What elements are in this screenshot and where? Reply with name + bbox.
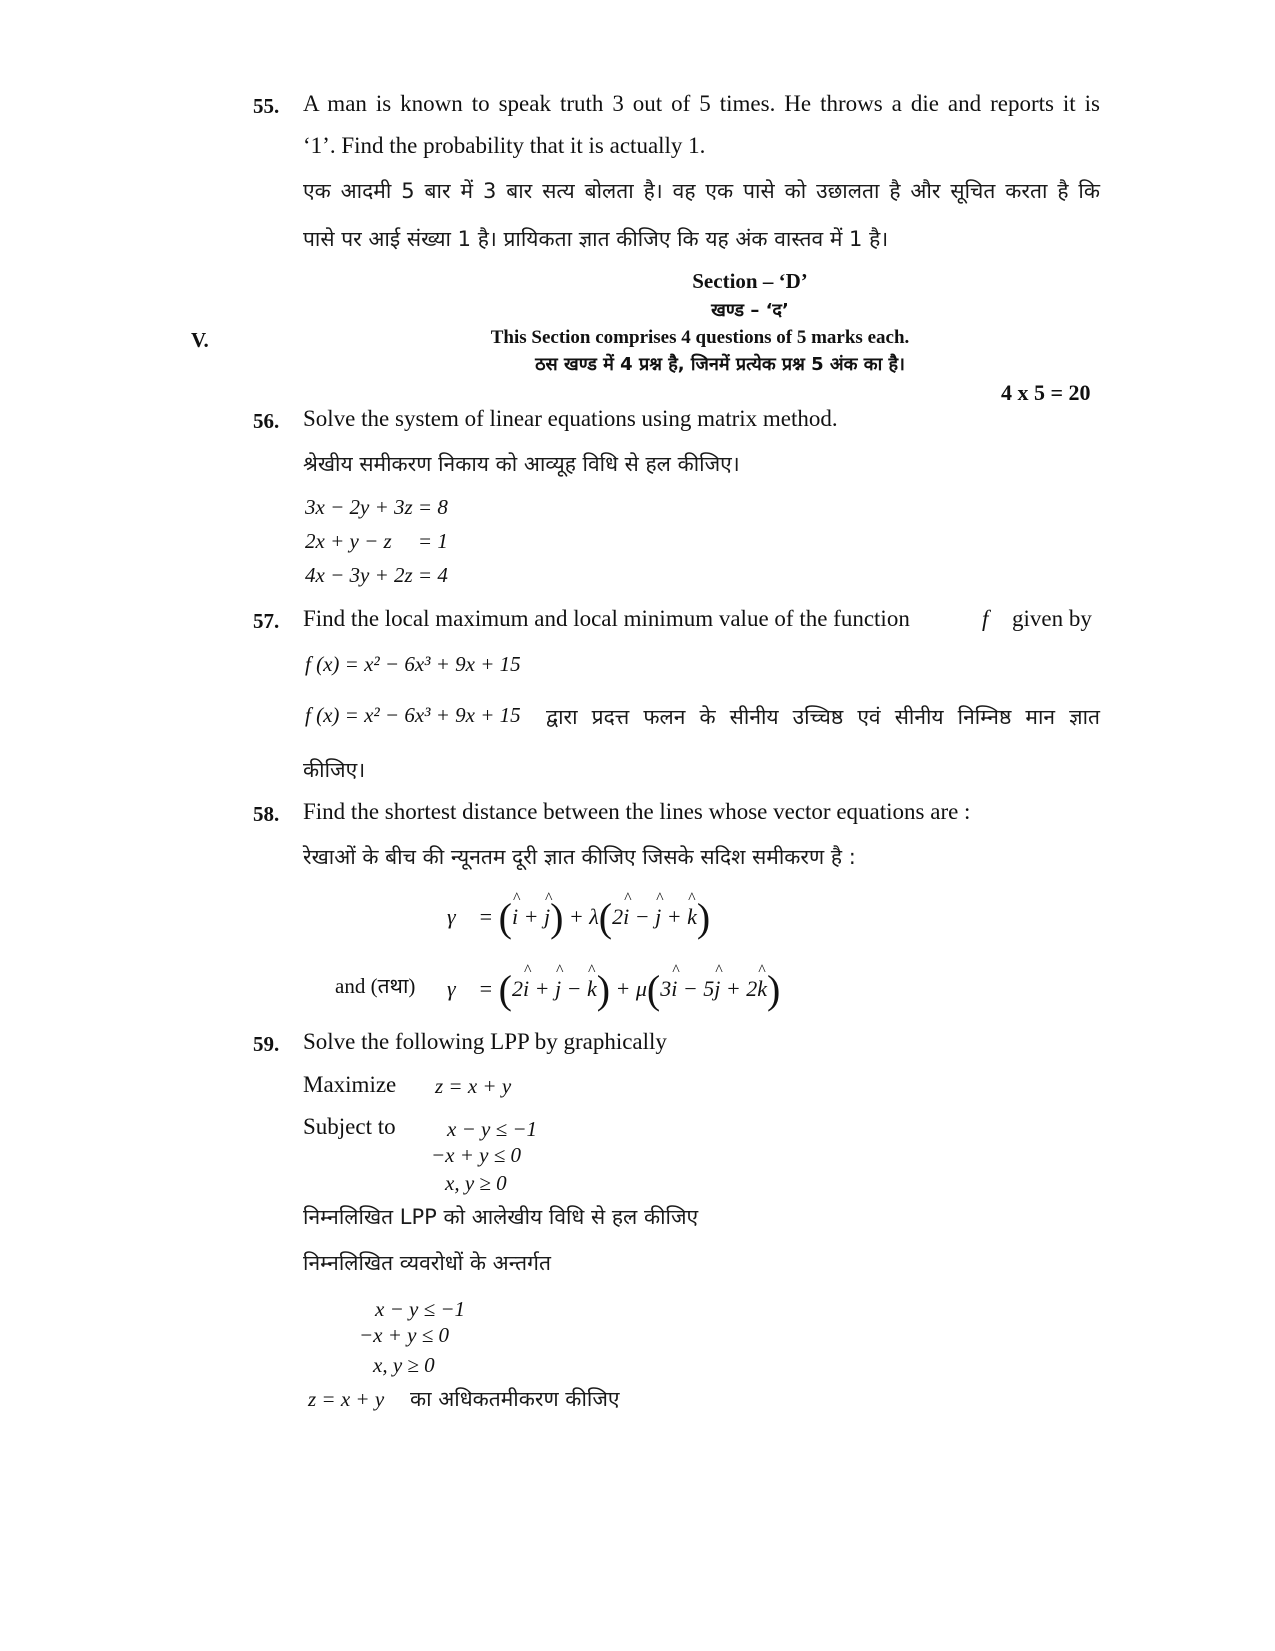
section-title: Section – ‘D’ — [692, 269, 808, 293]
question-text-hindi: पासे पर आई संख्या 1 है। प्रायिकता ज्ञात कीजिए कि यह अंक वास्तव में 1 है। — [303, 227, 889, 251]
function-symbol: f — [982, 606, 989, 631]
question-text: ‘1’. Find the probability that it is actually 1. — [303, 133, 706, 158]
section-roman-numeral: V. — [191, 328, 209, 352]
question-text: Find the local maximum and local minimum value of the function — [303, 606, 910, 631]
vector-equation-2: γ⃗ = (2^ i + ^ j − ^ k) + μ(3^ i − 5^ j + 2^ k) — [447, 966, 780, 1013]
question-text: A man is known to speak truth 3 out of 5 times. He throws a die and reports it is — [303, 91, 1100, 116]
question-number: 58. — [253, 802, 280, 826]
maximize-label: Maximize — [303, 1072, 397, 1097]
section-instruction: This Section comprises 4 questions of 5 marks each. — [490, 327, 910, 348]
constraint: x − y ≤ −1 — [447, 1117, 538, 1141]
constraint: x − y ≤ −1 — [375, 1297, 466, 1321]
question-text-hindi: श्रेखीय समीकरण निकाय को आव्यूह विधि से हल कीजिए। — [303, 452, 740, 476]
section-marks: 4 x 5 = 20 — [1001, 380, 1091, 405]
constraint: −x + y ≤ 0 — [359, 1323, 450, 1347]
objective-function: z = x + y — [435, 1074, 512, 1098]
question-number: 59. — [253, 1032, 280, 1056]
question-number: 57. — [253, 609, 280, 633]
equation: 2x + y − z = 1 — [305, 529, 448, 553]
question-text: Find the shortest distance between the lines whose vector equations are : — [303, 799, 971, 824]
constraint: x, y ≥ 0 — [445, 1171, 507, 1195]
question-text-hindi: द्वारा प्रदत्त फलन के सीनीय उच्चिष्ठ एवं सीनीय निम्निष्ठ मान ज्ञात — [546, 705, 1100, 729]
and-label: and (तथा) — [335, 974, 416, 998]
constraint: −x + y ≤ 0 — [431, 1143, 522, 1167]
section-title-hindi: खण्ड – ‘द’ — [711, 300, 789, 321]
equation: 4x − 3y + 2z = 4 — [305, 563, 448, 587]
question-text: Solve the following LPP by graphically — [303, 1029, 667, 1054]
question-number: 55. — [253, 94, 280, 118]
vector-equation-1: γ⃗ = (^ i + ^ j) + λ(2^ i − ^ j + ^ k) — [447, 894, 710, 941]
question-text-hindi: का अधिकतमीकरण कीजिए — [410, 1387, 620, 1411]
objective-function: z = x + y — [308, 1387, 385, 1411]
question-text-hindi: एक आदमी 5 बार में 3 बार सत्य बोलता है। वह एक पासे को उछालता है और सूचित करता है कि — [303, 179, 1100, 203]
question-text: Solve the system of linear equations using matrix method. — [303, 406, 838, 431]
equation: 3x − 2y + 3z = 8 — [305, 495, 448, 519]
constraint: x, y ≥ 0 — [373, 1353, 435, 1377]
question-text-hindi: कीजिए। — [303, 758, 366, 782]
section-instruction-hindi: ठस खण्ड में 4 प्रश्न है, जिनमें प्रत्येक प्रश्न 5 अंक का है। — [535, 354, 905, 375]
formula: f (x) = x² − 6x³ + 9x + 15 — [305, 703, 521, 727]
question-text-hindi: रेखाओं के बीच की न्यूनतम दूरी ज्ञात कीजिए जिसके सदिश समीकरण है : — [303, 845, 856, 869]
question-text: given by — [1012, 606, 1092, 631]
question-text-hindi: निम्नलिखित व्यवरोधों के अन्तर्गत — [303, 1251, 551, 1275]
formula: f (x) = x² − 6x³ + 9x + 15 — [305, 652, 521, 676]
subject-to-label: Subject to — [303, 1114, 396, 1139]
question-text-hindi: निम्नलिखित LPP को आलेखीय विधि से हल कीजिए — [303, 1205, 699, 1229]
question-number: 56. — [253, 409, 280, 433]
